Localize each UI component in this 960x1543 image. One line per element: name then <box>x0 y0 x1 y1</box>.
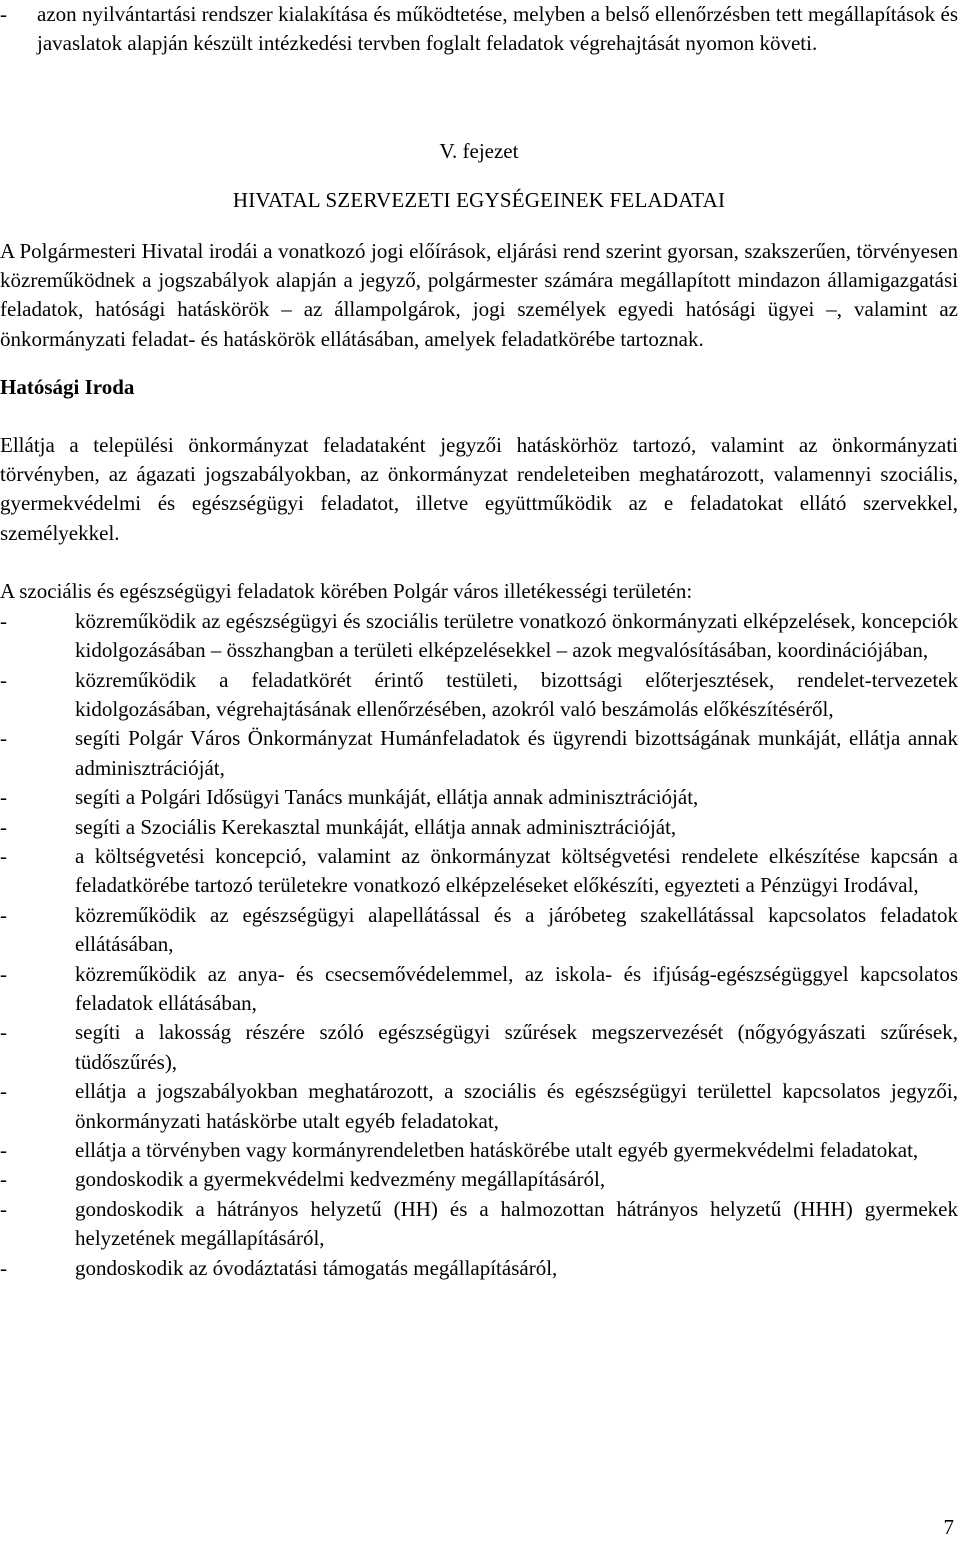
section-paragraph: Ellátja a települési önkormányzat feladataként jegyzői hatáskörhöz tartozó, valamint az önkormányzati törvényben, az ágazati jogszabályokban, az önkormányzat rendeleteiben meghatározott, valamennyi szociális, gyermekvédelmi és egészségügyi feladatot, illetve együttműködik az e feladatokat ellátó szervekkel, személyekkel. <box>0 432 958 545</box>
list-item <box>0 842 958 901</box>
list-dash: - <box>0 1196 7 1221</box>
list-dash: - <box>0 1138 7 1162</box>
list-dash: - <box>0 1255 7 1280</box>
list-item <box>0 783 958 812</box>
list-item <box>0 607 958 666</box>
list-item <box>0 960 958 1019</box>
list-item-text: közreműködik az egészségügyi alapellátással és a járóbeteg szakellátással kapcsolatos feladatok ellátásában, <box>75 902 958 957</box>
list-dash: - <box>0 667 7 692</box>
list-dash: - <box>0 608 7 633</box>
list-dash: - <box>0 1079 7 1104</box>
page-number: 7 <box>943 1515 954 1539</box>
list-item <box>0 1136 958 1165</box>
list-dash: - <box>0 843 7 868</box>
list-item-text: segíti a Polgári Idősügyi Tanács munkáját, ellátja annak adminisztrációját, <box>75 785 699 810</box>
list-dash: - <box>0 1167 7 1192</box>
list-dash: - <box>0 726 7 751</box>
list-item <box>0 813 958 842</box>
list-item <box>0 724 958 783</box>
list-item <box>0 1254 958 1283</box>
section-heading: Hatósági Iroda <box>0 375 135 400</box>
list-item <box>0 1018 958 1077</box>
chapter-title: HIVATAL SZERVEZETI EGYSÉGEINEK FELADATAI <box>232 188 726 213</box>
list-item <box>0 1165 958 1194</box>
list-item-text: közreműködik a feladatkörét érintő testületi, bizottsági előterjesztések, rendelet-tervezetek kidolgozásában, végrehajtásának ellenőrzésében, azokról való beszámolás előkészítéséről, <box>75 667 958 721</box>
list-item-text: gondoskodik az óvodáztatási támogatás megállapításáról, <box>75 1255 558 1280</box>
list-item-text: azon nyilvántartási rendszer kialakítása és működtetése, melyben a belső ellenőrzésben tett megállapítások és javaslatok alapján készült intézkedési tervben foglalt feladatok végrehajtását nyomon követi. <box>37 2 958 56</box>
list-dash: - <box>0 902 7 927</box>
list-dash: - <box>0 785 7 810</box>
list-item-text: közreműködik az egészségügyi és szociális területre vonatkozó önkormányzati elképzelések, koncepciók kidolgozásában – összhangban a területi elképzelésekkel – azok megvalósításában, koordinációjában, <box>75 608 958 663</box>
list-item-text: közreműködik az anya- és csecsemővédelemmel, az iskola- és ifjúság-egészségüggyel kapcsolatos feladatok ellátásában, <box>75 961 958 1015</box>
list-item <box>0 1077 958 1136</box>
list-item-text: gondoskodik a gyermekvédelmi kedvezmény megállapításáról, <box>75 1167 606 1192</box>
list-item <box>0 666 958 725</box>
list-item-text: a költségvetési koncepció, valamint az önkormányzat költségvetési rendelete elkészítése kapcsán a feladatkörébe tartozó területekre vonatkozó elképzeléseket előkészíti, egyezteti a Pénzügyi Irodával, <box>75 843 958 898</box>
chapter-number: V. fejezet <box>439 138 519 163</box>
list-item-text: segíti Polgár Város Önkormányzat Humánfeladatok és ügyrendi bizottságának munkáját, ellátja annak adminisztrációját, <box>75 726 958 780</box>
list-item-text: ellátja a törvényben vagy kormányrendeletben hatáskörébe utalt egyéb gyermekvédelmi feladatokat, <box>75 1138 919 1162</box>
list-dash: - <box>0 814 7 839</box>
list-item <box>0 901 958 960</box>
list-item <box>0 1195 958 1254</box>
list-item <box>0 0 958 59</box>
chapter-intro-paragraph: A Polgármesteri Hivatal irodái a vonatkozó jogi előírások, eljárási rend szerint gyorsan, szakszerűen, törvényesen közreműködnek a jogszabályok alapján a jegyző, polgármester számára megállapított mindazon államigazgatási feladatok, hatósági hatáskörök – az állampolgárok, jogi személyek egyedi hatósági ügyei –, valamint az önkormányzati feladat- és hatáskörök ellátásában, amelyek feladatkörébe tartoznak. <box>0 238 958 351</box>
list-item-text: segíti a lakosság részére szóló egészségügyi szűrések megszervezését (nőgyógyászati szűrések, tüdőszűrés), <box>75 1020 958 1074</box>
intro-list <box>0 0 958 59</box>
list-item-text: segíti a Szociális Kerekasztal munkáját, ellátja annak adminisztrációját, <box>75 814 677 839</box>
list-dash: - <box>0 961 7 986</box>
list-item-text: ellátja a jogszabályokban meghatározott, a szociális és egészségügyi területtel kapcsolatos jegyzői, önkormányzati hatáskörbe utalt egyéb feladatokat, <box>75 1079 958 1133</box>
list-dash: - <box>0 2 7 26</box>
task-list <box>0 607 958 1283</box>
list-dash: - <box>0 1020 7 1045</box>
list-intro: A szociális és egészségügyi feladatok körében Polgár város illetékességi területén: <box>0 579 693 604</box>
list-item-text: gondoskodik a hátrányos helyzetű (HH) és a halmozottan hátrányos helyzetű (HHH) gyermekek helyzetének megállapításáról, <box>75 1196 958 1251</box>
